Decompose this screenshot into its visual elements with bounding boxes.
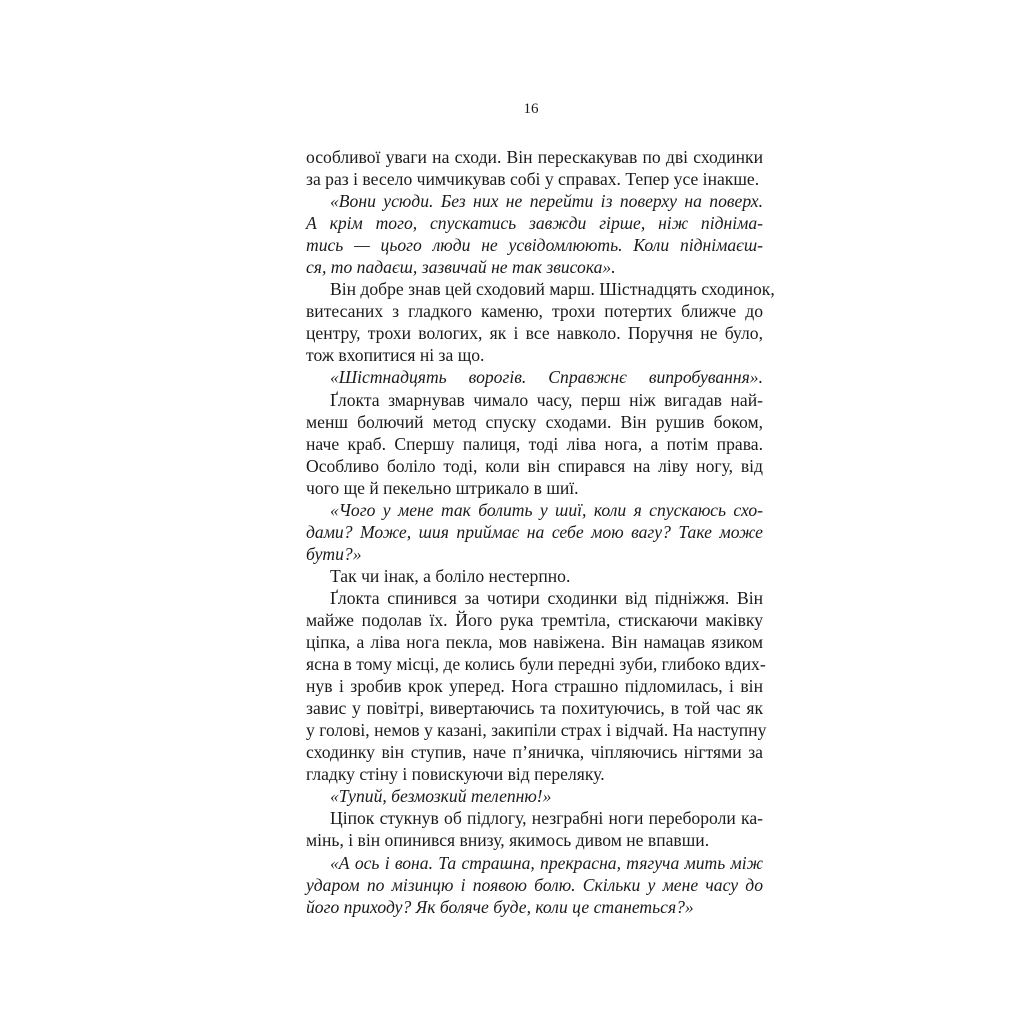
italic-thought-paragraph <box>306 785 763 807</box>
page-number: 16 <box>523 101 539 117</box>
text-line: його приходу? Як боляче буде, коли це станеться?» <box>306 896 694 917</box>
italic-thought-paragraph <box>306 499 763 565</box>
text-line: «А ось і вона. Та страшна, прекрасна, тягуча мить між <box>330 852 763 873</box>
italic-thought-paragraph <box>306 366 763 388</box>
text-line: тись — цього люди не усвідомлюють. Коли піднімаєш- <box>306 235 763 256</box>
text-line: ударом по мізинцю і появою болю. Скільки у мене часу до <box>306 874 763 895</box>
text-line: за раз і весело чимчикував собі у справах. Тепер усе інакше. <box>306 169 760 190</box>
text-line: Ціпок стукнув об підлогу, незграбні ноги перебороли ка- <box>330 808 763 829</box>
text-line: дами? Може, шия приймає на себе мою вагу? Таке може <box>306 521 763 542</box>
text-line: «Чого у мене так болить у шиї, коли я спускаюсь схо- <box>330 499 763 520</box>
italic-thought-paragraph <box>306 852 763 918</box>
body-text <box>306 146 775 918</box>
text-line: Так чи інак, а боліло нестерпно. <box>330 565 571 586</box>
text-line: А крім того, спускатись завжди гірше, ніж підніма- <box>306 213 763 234</box>
paragraph <box>306 807 763 851</box>
text-line: «Тупий, безмозкий телепню!» <box>330 786 552 807</box>
text-line: тож вхопитися ні за що. <box>306 345 485 366</box>
text-line: «Шістнадцять ворогів. Справжнє випробування». <box>330 367 763 388</box>
text-line: чого ще й пекельно штрикало в шиї. <box>306 477 579 498</box>
text-line: Ґлокта змарнував чимало часу, перш ніж вигадав най- <box>330 389 763 410</box>
text-line: майже подолав їх. Його рука тремтіла, стискаючи маківку <box>306 609 763 630</box>
text-line: Він добре знав цей сходовий марш. Шістнадцять сходинок, <box>330 279 775 300</box>
text-line: витесаних з гладкого каменю, трохи потертих ближче до <box>306 301 763 322</box>
text-line: гладку стіну і повискуючи від переляку. <box>306 764 605 785</box>
paragraph <box>306 565 763 587</box>
text-line: менш болючий метод спуску сходами. Він рушив боком, <box>306 411 763 432</box>
paragraph <box>306 389 763 499</box>
paragraph <box>306 587 767 785</box>
text-line: ся, то падаєш, зазвичай не так звисока». <box>306 257 616 278</box>
text-line: у голові, немов у казані, закипіли страх і відчай. На наступну <box>306 720 767 741</box>
text-line: Особливо боліло тоді, коли він спирався на ліву ногу, від <box>306 455 763 476</box>
text-line: «Вони усюди. Без них не перейти із поверху на поверх. <box>330 191 763 212</box>
text-line: наче краб. Спершу палиця, тоді ліва нога, а потім права. <box>306 433 763 454</box>
paragraph <box>306 146 763 190</box>
text-line: завис у повітрі, вивертаючись та похитуючись, в той час як <box>306 698 763 719</box>
text-line: особливої уваги на сходи. Він перескакував по дві сходинки <box>306 147 763 167</box>
text-line: ціпка, а ліва нога пекла, мов навіжена. Він намацав язиком <box>306 632 763 653</box>
text-line: нув і зробив крок уперед. Нога страшно підломилась, і він <box>306 676 763 697</box>
text-line: центру, трохи вологих, як і все навколо. Поручня не було, <box>306 323 763 344</box>
text-line: сходинку він ступив, наче п’яничка, чіпляючись нігтями за <box>306 742 763 763</box>
text-line: мінь, і він опинився внизу, якимось дивом не впавши. <box>306 830 710 851</box>
text-line: бути?» <box>306 543 362 564</box>
italic-thought-paragraph <box>306 190 763 278</box>
text-line: Ґлокта спинився за чотири сходинки від підніжжя. Він <box>330 587 763 608</box>
text-line: ясна в тому місці, де колись були передні зуби, глибоко вдих- <box>306 654 766 675</box>
paragraph <box>306 278 775 366</box>
